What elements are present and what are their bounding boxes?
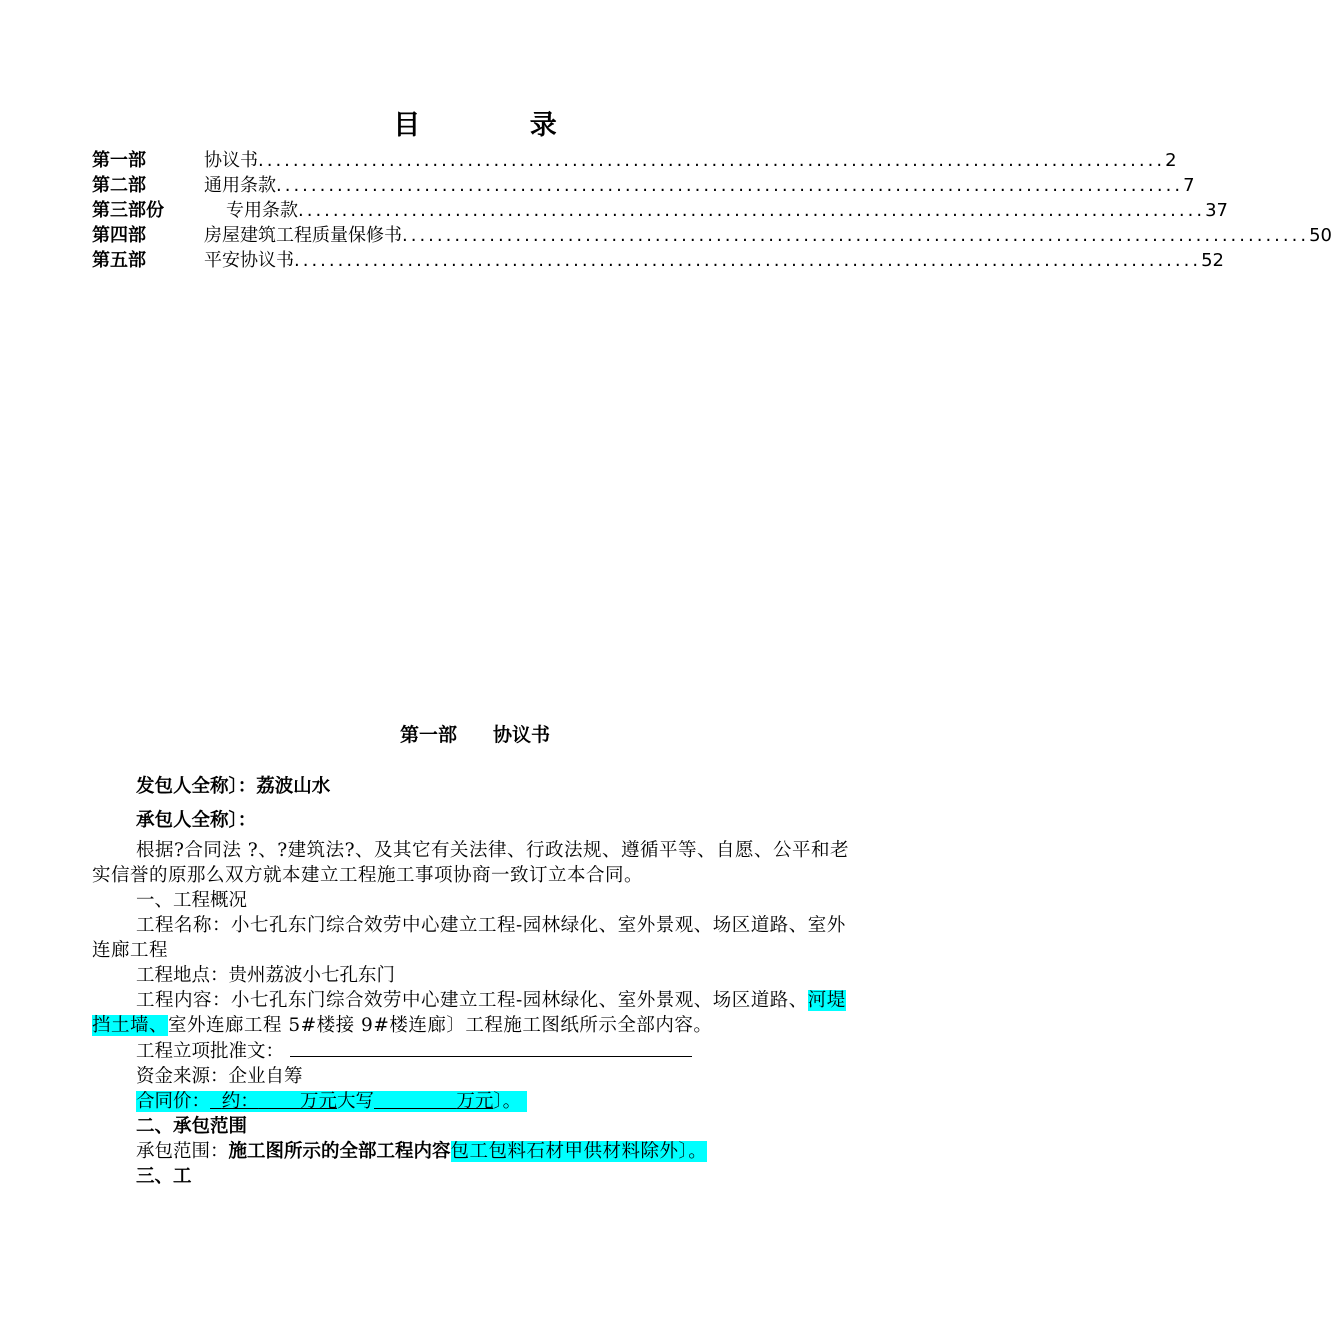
price-highlight [136,1091,527,1112]
toc-entry[interactable] [92,248,1224,273]
toc-entry-page: 2 [1165,150,1177,171]
scope-bold-text: 施工图所示的全部工程内容 [228,1141,451,1162]
project-name-label: 工程名称： [136,915,232,936]
approval-blank[interactable] [290,1038,692,1057]
toc-entry-name: 专用条款 [226,200,298,221]
toc-entry-page: 52 [1201,250,1224,271]
price-unit-1: 万元 [299,1091,337,1112]
toc-leader-dots: ........................................................................................................ [276,175,1184,196]
toc-entry[interactable] [92,198,1228,223]
price-line [92,1089,862,1114]
price-blank-3[interactable] [374,1091,456,1112]
location-value: 贵州荔波小七孔东门 [228,965,396,986]
scope-highlight: 包工包料石材甲供材料除外〕。 [450,1141,708,1162]
toc-entry-page: 50 [1309,225,1332,246]
toc-title: 目 录 [393,110,607,141]
basis-paragraph: 根据?合同法 ?、?建筑法?、及其它有关法律、行政法规、遵循平等、自愿、公平和老实信誉的原那么双方就本建立工程施工事项协商一致订立本合同。 [92,840,850,886]
toc-entry-name: 房屋建筑工程质量保修书 [204,225,402,246]
funding-line [92,1064,862,1089]
employer-line [92,770,862,804]
section-heading [0,721,950,749]
toc-entry-page: 37 [1205,200,1228,221]
content-text-2: 室外连廊工程 5#楼接 9#楼连廊〕工程施工图纸所示全部内容。 [168,1015,713,1036]
approval-line [92,1038,862,1064]
employer-name: 荔波山水 [256,776,331,797]
toc-entry-part: 第三部份 [92,200,164,221]
content-line [92,988,862,1038]
location-label: 工程地点： [136,965,229,986]
next-section-heading: 三、工 [136,1166,192,1187]
toc-entry-part: 第二部 [92,175,146,196]
toc-leader-dots: ........................................................................................................ [294,250,1202,271]
approval-label: 工程立项批准文： [136,1041,285,1062]
toc-entry-page: 7 [1183,175,1195,196]
funding-label: 资金来源： [136,1066,229,1087]
price-blank-1[interactable] [210,1091,222,1112]
project-name-line [92,913,862,963]
toc-leader-dots: ........................................................................................................ [298,200,1206,221]
scope-label: 承包范围： [136,1141,229,1162]
toc-entry-part: 第四部 [92,225,146,246]
content-highlight: 河堤挡土墙、 [92,990,846,1036]
project-name-value: 小七孔东门综合效劳中心建立工程-园林绿化、室外景观、场区道路、室外连廊工程 [92,915,846,961]
price-blank-2[interactable] [259,1091,300,1112]
toc-entry[interactable] [92,223,1332,248]
content-text-1: 小七孔东门综合效劳中心建立工程-园林绿化、室外景观、场区道路、 [231,990,808,1011]
section-name: 协议书 [493,724,551,746]
employer-label: 发包人全称〕： [136,776,257,797]
scope-heading: 二、承包范围 [136,1116,248,1137]
toc-entry[interactable] [92,173,1195,198]
funding-value: 企业自筹 [228,1066,303,1087]
toc-entry-part: 第一部 [92,150,146,171]
toc-entry-name: 协议书 [204,150,258,171]
toc-entry-name: 通用条款 [204,175,276,196]
price-unit-2: 万元 [456,1091,494,1112]
price-approx: 约： [221,1091,259,1112]
contractor-line [92,804,862,838]
scope-line [92,1139,862,1164]
overview-heading: 一、工程概况 [136,890,248,911]
price-label: 合同价： [136,1091,211,1112]
toc-entry-part: 第五部 [92,250,146,271]
content-label: 工程内容： [136,990,232,1011]
toc-entry-name: 平安协议书 [204,250,294,271]
price-upper-label: 大写 [336,1091,374,1112]
toc-leader-dots: ........................................................................................................ [258,150,1166,171]
toc-leader-dots: ........................................................................................................ [402,225,1310,246]
contract-body [92,770,862,1189]
contractor-label: 承包人全称〕： [136,810,257,831]
price-end: 〕。 [493,1091,522,1112]
table-of-contents [92,148,1332,273]
location-line [92,963,862,988]
toc-entry[interactable] [92,148,1177,173]
section-part: 第一部 [399,724,457,746]
